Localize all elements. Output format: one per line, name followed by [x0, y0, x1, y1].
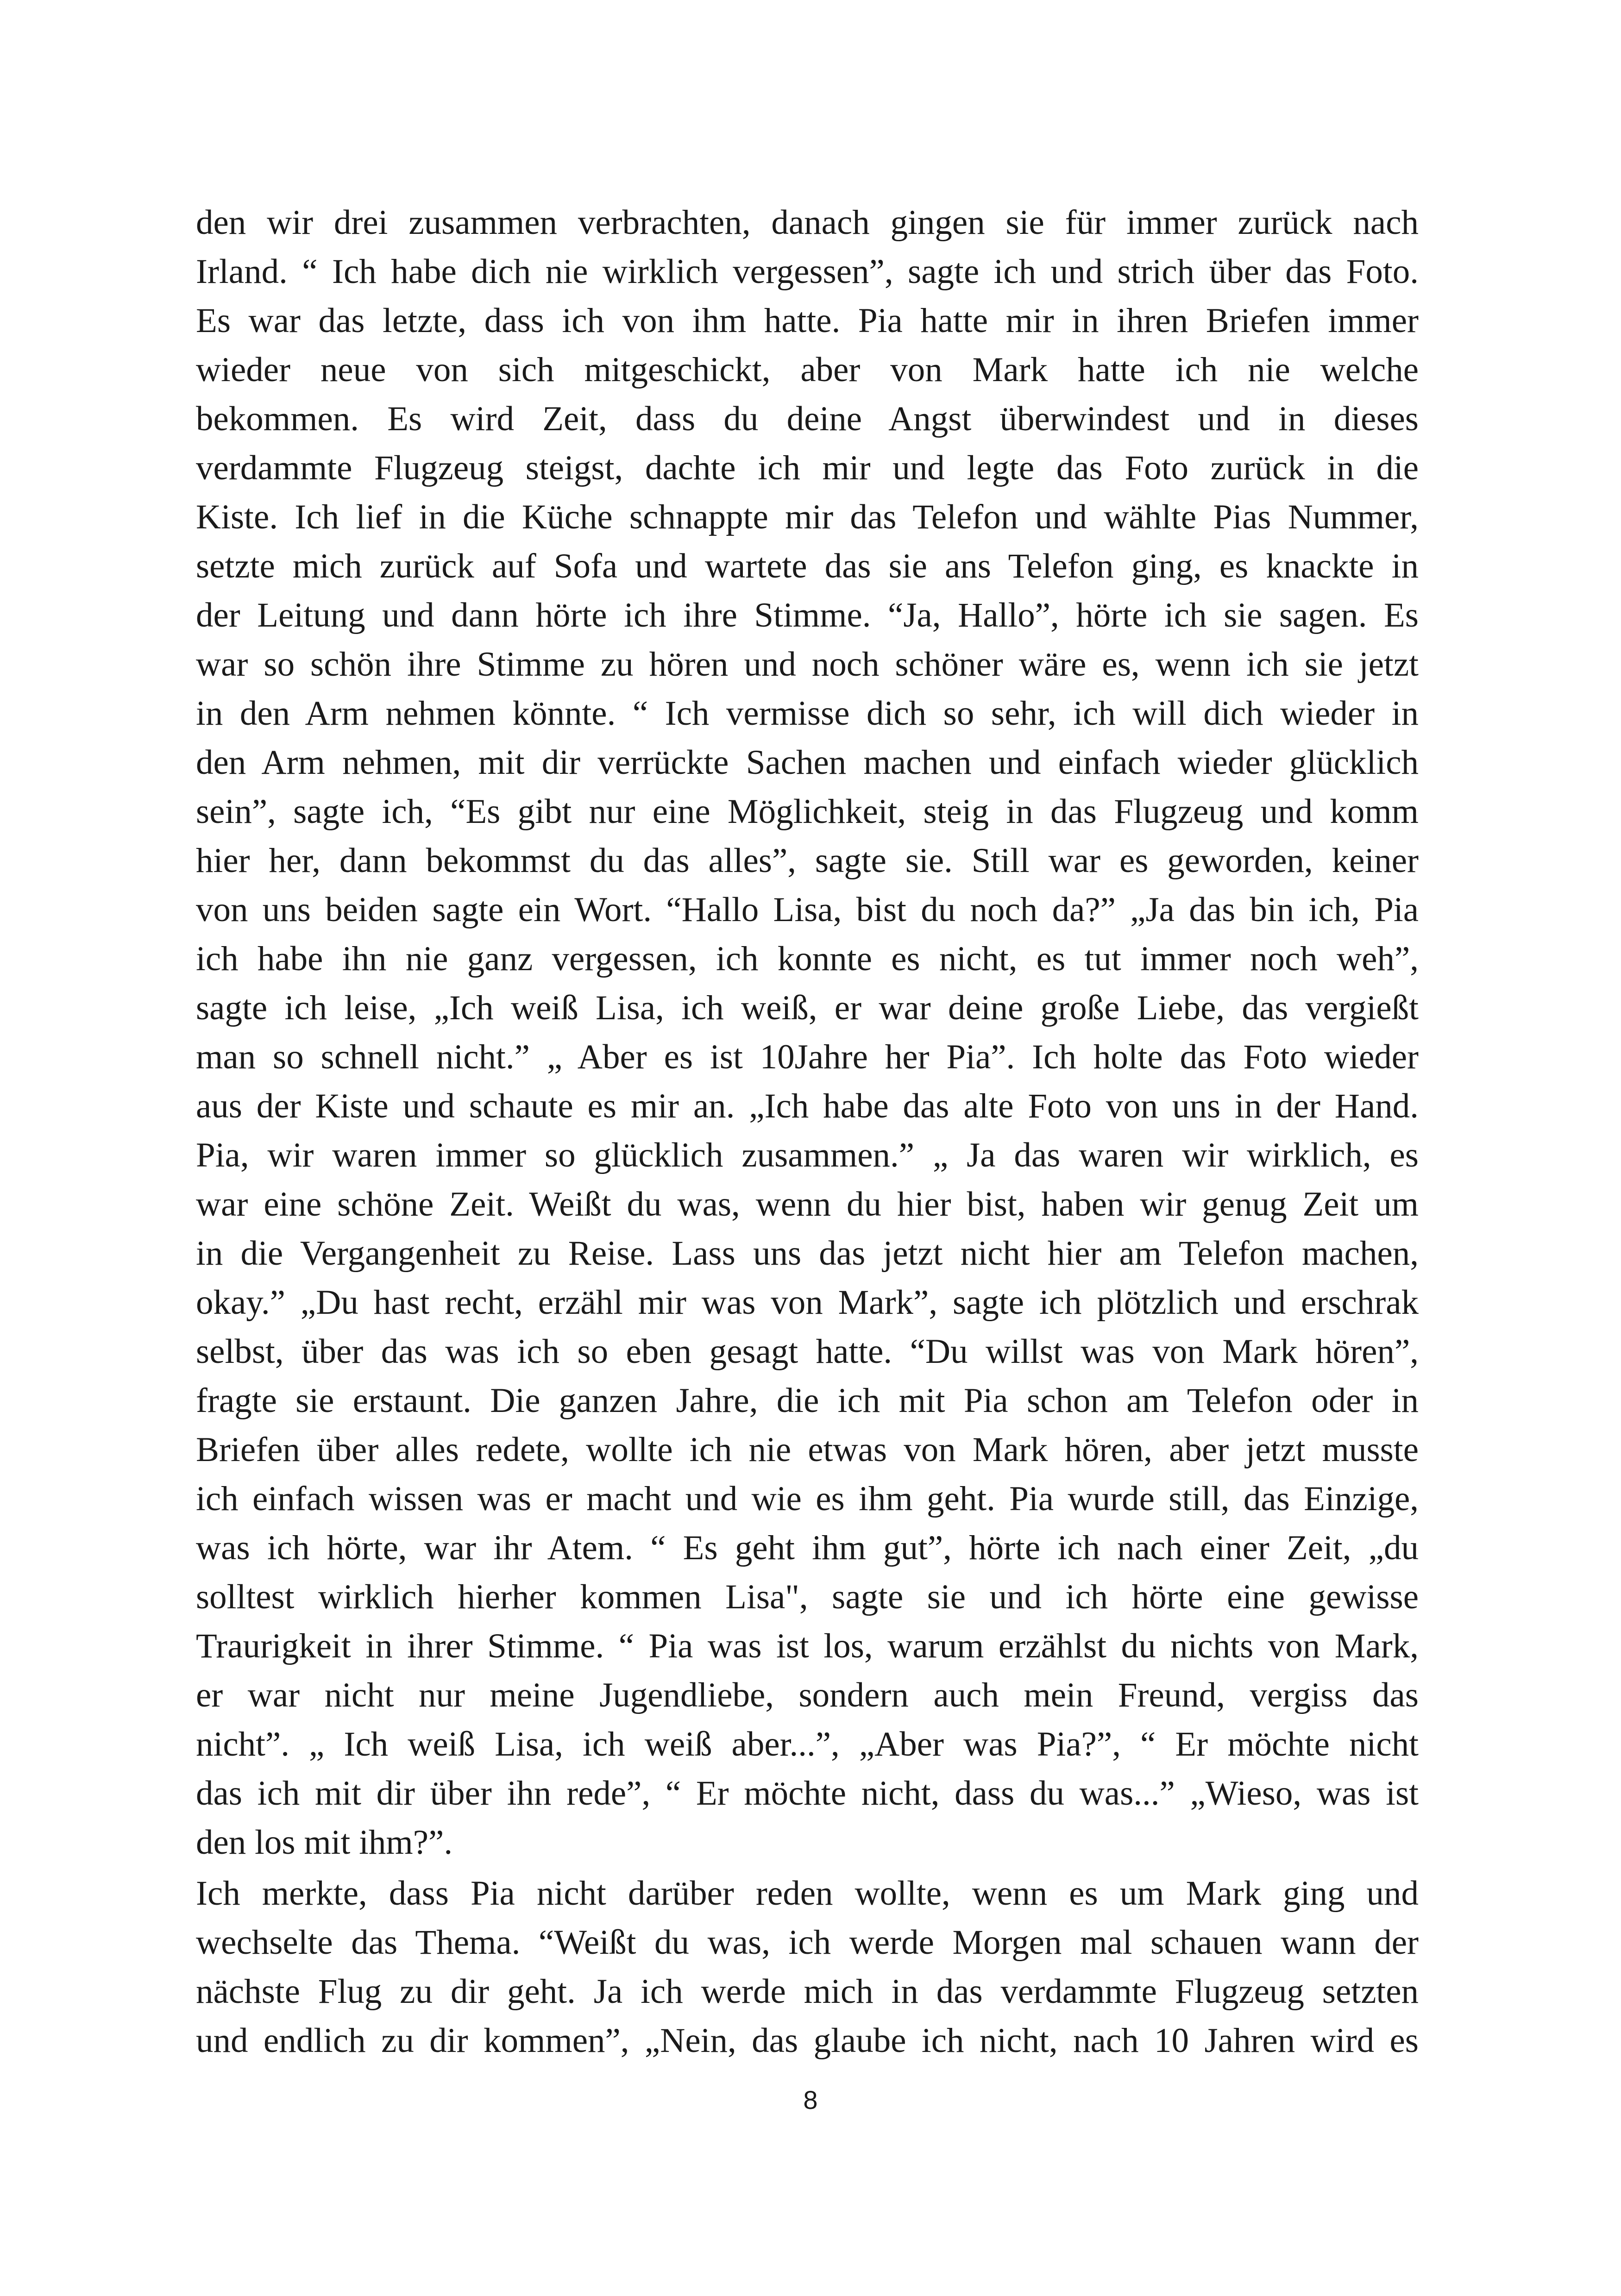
text-line: verdammte Flugzeug steigst, dachte ich mir und legte das Foto zurück in die	[196, 449, 1419, 487]
text-line: in den Arm nehmen könnte. “ Ich vermisse dich so sehr, ich will dich wieder in	[196, 694, 1419, 733]
text-line: fragte sie erstaunt. Die ganzen Jahre, die ich mit Pia schon am Telefon oder in	[196, 1381, 1419, 1420]
text-line: nicht”. „ Ich weiß Lisa, ich weiß aber...”, „Aber was Pia?”, “ Er möchte nicht	[196, 1725, 1419, 1763]
text-line: ich habe ihn nie ganz vergessen, ich konnte es nicht, es tut immer noch weh”,	[196, 940, 1419, 978]
text-line: er war nicht nur meine Jugendliebe, sondern auch mein Freund, vergiss das	[196, 1676, 1419, 1714]
paragraph-2	[196, 1869, 1419, 2065]
text-line: war so schön ihre Stimme zu hören und noch schöner wäre es, wenn ich sie jetzt	[196, 645, 1419, 684]
text-line: sagte ich leise, „Ich weiß Lisa, ich weiß, er war deine große Liebe, das vergießt	[196, 989, 1419, 1027]
text-line: wieder neue von sich mitgeschickt, aber von Mark hatte ich nie welche	[196, 351, 1419, 389]
text-line: man so schnell nicht.” „ Aber es ist 10Jahre her Pia”. Ich holte das Foto wieder	[196, 1038, 1419, 1076]
text-line: war eine schöne Zeit. Weißt du was, wenn du hier bist, haben wir genug Zeit um	[196, 1185, 1419, 1223]
text-line: was ich hörte, war ihr Atem. “ Es geht ihm gut”, hörte ich nach einer Zeit, „du	[196, 1529, 1419, 1567]
text-line: Irland. “ Ich habe dich nie wirklich vergessen”, sagte ich und strich über das Foto.	[196, 252, 1419, 291]
text-line: hier her, dann bekommst du das alles”, sagte sie. Still war es geworden, keiner	[196, 841, 1419, 880]
text-line: ich einfach wissen was er macht und wie es ihm geht. Pia wurde still, das Einzige,	[196, 1480, 1419, 1518]
page-number: 8	[803, 2085, 818, 2114]
text-line: sein”, sagte ich, “Es gibt nur eine Möglichkeit, steig in das Flugzeug und komm	[196, 792, 1419, 831]
text-line: das ich mit dir über ihn rede”, “ Er möchte nicht, dass du was...” „Wieso, was ist	[196, 1774, 1419, 1813]
text-line: okay.” „Du hast recht, erzähl mir was von Mark”, sagte ich plötzlich und erschrak	[196, 1283, 1419, 1322]
text-line: wechselte das Thema. “Weißt du was, ich werde Morgen mal schauen wann der	[196, 1923, 1419, 1962]
text-line: nächste Flug zu dir geht. Ja ich werde mich in das verdammte Flugzeug setzten	[196, 1972, 1419, 2011]
text-line: in die Vergangenheit zu Reise. Lass uns das jetzt nicht hier am Telefon machen,	[196, 1234, 1419, 1273]
text-line: Kiste. Ich lief in die Küche schnappte mir das Telefon und wählte Pias Nummer,	[196, 498, 1419, 536]
text-line: setzte mich zurück auf Sofa und wartete das sie ans Telefon ging, es knackte in	[196, 547, 1419, 585]
text-line: Es war das letzte, dass ich von ihm hatte. Pia hatte mir in ihren Briefen immer	[196, 301, 1419, 340]
text-line: den los mit ihm?”.	[196, 1823, 453, 1862]
text-line: Traurigkeit in ihrer Stimme. “ Pia was ist los, warum erzählst du nichts von Mark,	[196, 1627, 1419, 1665]
text-line: und endlich zu dir kommen”, „Nein, das glaube ich nicht, nach 10 Jahren wird es	[196, 2021, 1419, 2060]
paragraph-1	[196, 198, 1419, 1867]
text-line: Pia, wir waren immer so glücklich zusammen.” „ Ja das waren wir wirklich, es	[196, 1136, 1419, 1174]
text-line: selbst, über das was ich so eben gesagt hatte. “Du willst was von Mark hören”,	[196, 1332, 1419, 1371]
text-line: von uns beiden sagte ein Wort. “Hallo Lisa, bist du noch da?” „Ja das bin ich, Pia	[196, 891, 1419, 929]
text-line: Briefen über alles redete, wollte ich nie etwas von Mark hören, aber jetzt musste	[196, 1430, 1419, 1469]
text-line: bekommen. Es wird Zeit, dass du deine Angst überwindest und in dieses	[196, 400, 1419, 438]
text-line: solltest wirklich hierher kommen Lisa", sagte sie und ich hörte eine gewisse	[196, 1578, 1419, 1616]
text-line: aus der Kiste und schaute es mir an. „Ich habe das alte Foto von uns in der Hand.	[196, 1087, 1419, 1125]
text-line: den Arm nehmen, mit dir verrückte Sachen machen und einfach wieder glücklich	[196, 743, 1419, 782]
text-line: der Leitung und dann hörte ich ihre Stimme. “Ja, Hallo”, hörte ich sie sagen. Es	[196, 596, 1419, 634]
text-line: den wir drei zusammen verbrachten, danach gingen sie für immer zurück nach	[196, 203, 1419, 242]
text-line: Ich merkte, dass Pia nicht darüber reden wollte, wenn es um Mark ging und	[196, 1874, 1419, 1913]
